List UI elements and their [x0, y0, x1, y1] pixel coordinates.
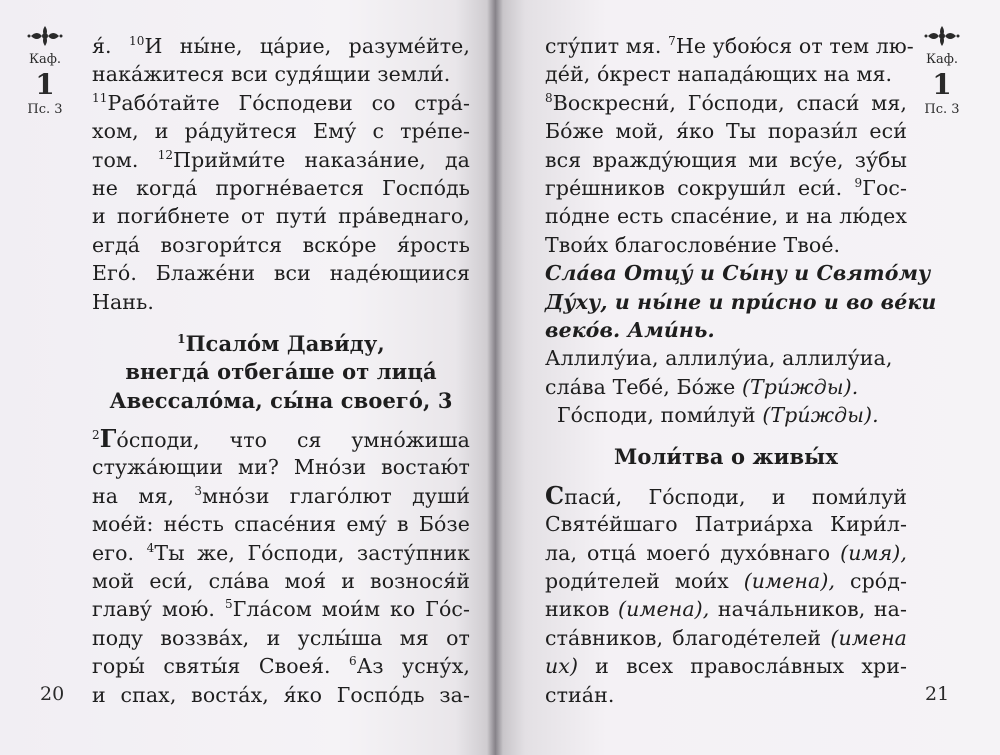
right-margin-note [917, 24, 967, 118]
text-line: Святе́йшаго Патриа́рха Кири́л- [545, 512, 907, 537]
text-line: $^{11}$Рабо́тайте Го́сподеви со стра́- [92, 90, 470, 115]
ornament-icon [924, 24, 960, 48]
kathisma-number: 1 [35, 68, 55, 101]
text-line: ста́вников, благоде́телей (имена [545, 625, 907, 650]
left-margin-note [20, 24, 70, 118]
psalm-heading-line: Авессало́ма, сы́на своего́, 3 [109, 387, 453, 413]
gloria-line: Сла́ва Отцу́ и Сы́ну и Свято́му [545, 261, 931, 286]
text-line: хом, и ра́дуйтеся Ему́ с тре́пе- [92, 119, 470, 144]
text-line: гре́шников сокруши́л еси́. $^9$Гос- [545, 175, 907, 200]
alleluia-line: сла́ва Тебе́, Бо́же (Три́жды). [545, 374, 859, 399]
text-line: роди́телей мои́х (имена), сро́д- [545, 569, 907, 594]
psalm-label: Пс. 3 [27, 102, 63, 117]
left-page [0, 0, 495, 755]
gloria-line: веко́в. Ами́нь. [545, 317, 715, 342]
text-line: мой еси́, сла́ва моя́ и вознося́й [92, 569, 470, 594]
text-line: сту́пит мя. $^7$Не убою́ся от тем лю- [545, 34, 914, 58]
text-line: Спаси́, Го́споди, и поми́луй [545, 480, 907, 510]
text-line: мое́й: не́сть спасе́ния ему́ в Бо́зе [92, 512, 470, 537]
text-line: их) и всех правосла́вных хри- [545, 654, 907, 679]
text-line: де́й, о́крест напада́ющих на мя. [545, 62, 893, 87]
prayer-heading: Моли́тва о живы́х [614, 444, 838, 470]
text-line: ников (имена), нача́льников, на- [545, 597, 908, 622]
text-line: не когда́ прогне́вается Госпо́дь [92, 175, 470, 200]
gloria-line: Ду́ху, и ны́не и при́сно и во ве́ки [545, 289, 937, 314]
text-line: нака́житеся вси судя́щии земли́. [92, 62, 451, 87]
text-line: горы́ святы́я Своея́. $^6$Аз усну́х, [92, 654, 470, 679]
left-text [92, 32, 470, 709]
text-line: Твои́х благослове́ние Твое́. [545, 232, 841, 257]
text-line: вся вражду́ющия ми всу́е, зу́бы [545, 147, 907, 172]
right-text [545, 32, 937, 709]
ornament-icon [27, 24, 63, 48]
text-line: по́дне есть спасе́ние, и на лю́дех [545, 204, 907, 229]
page-number-right: 21 [925, 683, 950, 705]
text-line: $^2$Го́споди, что ся умно́жиша [92, 424, 470, 454]
text-line: главу́ мою́. $^5$Гла́сом мои́м ко Го́с- [92, 597, 471, 622]
page-number-left: 20 [40, 683, 65, 705]
text-line: и поги́бнете от пути́ пра́веднаго, [92, 204, 470, 229]
text-line: и спах, воста́х, я́ко Госпо́дь за- [92, 682, 470, 707]
text-line: Бо́же мой, я́ко Ты порази́л еси́ [545, 119, 907, 144]
book-spine [487, 0, 503, 755]
text-line: егда́ возгори́тся вско́ре я́рость [92, 232, 470, 257]
text-line: я́. $^{10}$И ны́не, ца́рие, разуме́йте, [92, 34, 470, 58]
kathisma-label: Каф. [28, 52, 62, 67]
kyrie-line: Го́споди, поми́луй (Три́жды). [557, 403, 879, 428]
psalm-label: Пс. 3 [924, 102, 960, 117]
psalm-heading-line: $^1$Псало́м Дави́ду, [177, 330, 385, 356]
alleluia-line: Аллилу́иа, аллилу́иа, аллилу́иа, [545, 346, 893, 371]
text-line: поду воззва́х, и услы́ша мя от [92, 625, 470, 650]
text-line: Нань. [92, 289, 154, 314]
right-page [495, 0, 1000, 755]
text-line: на мя, $^3$мно́зи глаго́лют души́ [92, 483, 470, 508]
psalm-heading-line: внегда́ отбега́ше от лица́ [125, 359, 437, 385]
text-line: стиа́н. [545, 682, 615, 707]
text-line: Его́. Блаже́ни вси наде́ющиися [92, 261, 470, 286]
text-line: ла, отца́ моего́ духо́внаго (имя), [545, 540, 907, 565]
text-line: его. $^4$Ты же, Го́споди, засту́пник [92, 540, 471, 565]
text-line: стужа́ющии ми? Мно́зи востаю́т [92, 455, 470, 480]
kathisma-label: Каф. [925, 52, 959, 67]
text-line: $^8$Воскресни́, Го́споди, спаси́ мя, [545, 90, 907, 115]
text-line: том. $^{12}$Прийми́те наказа́ние, да [92, 147, 470, 172]
kathisma-number: 1 [932, 68, 952, 101]
